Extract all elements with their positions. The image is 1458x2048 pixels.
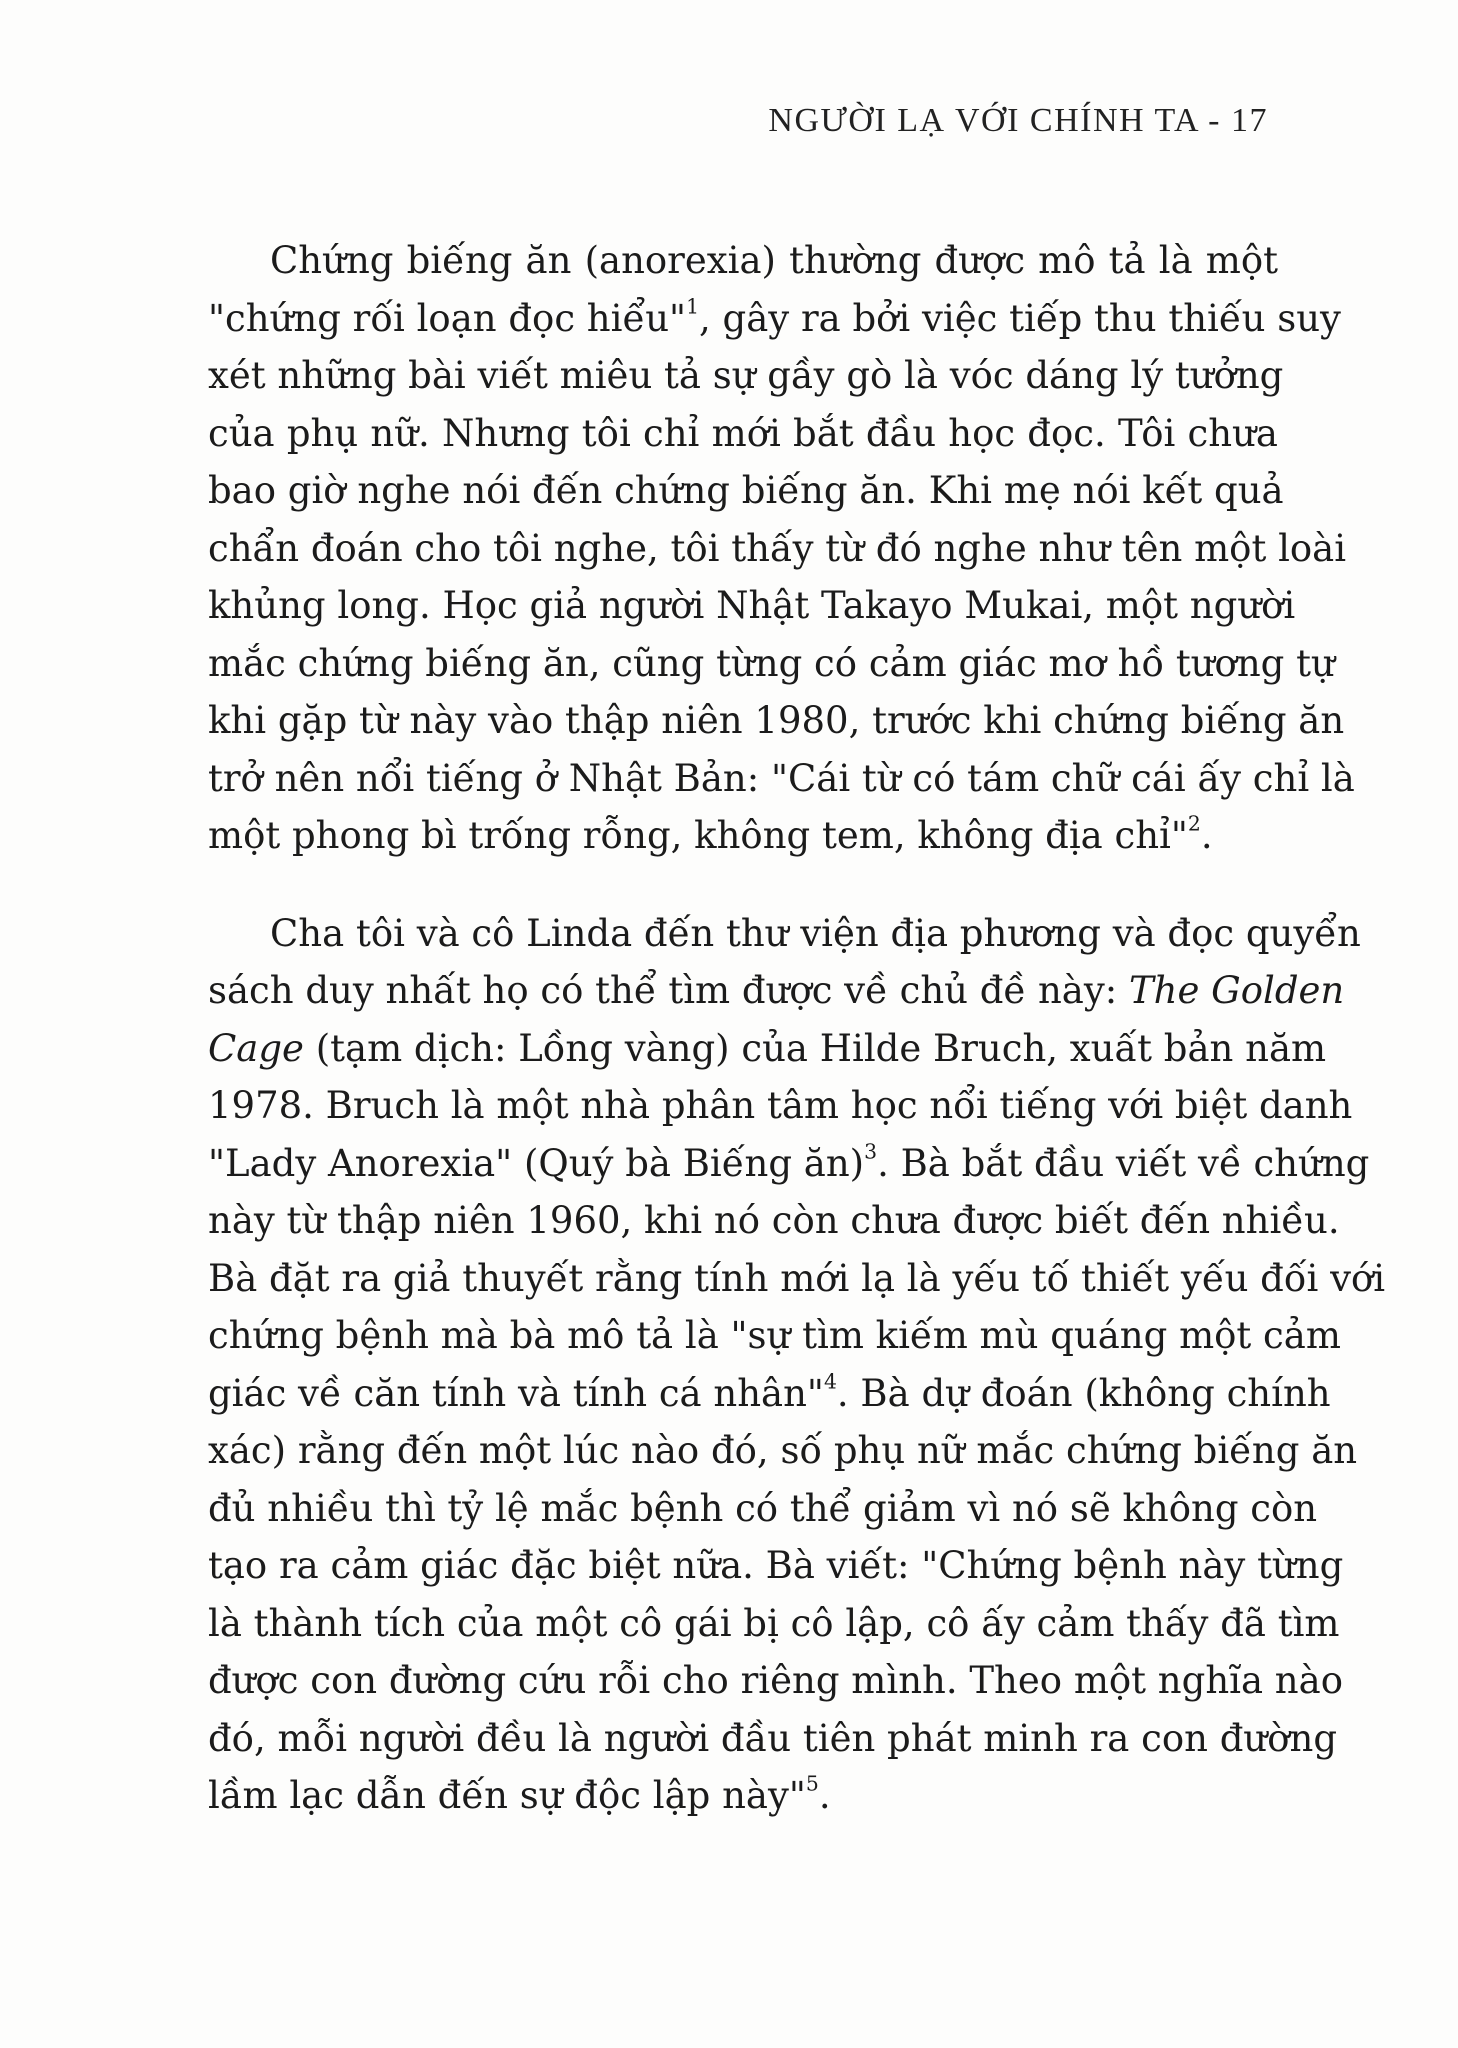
text-line: được con đường cứu rỗi cho riêng mình. Theo một nghĩa nào (208, 1659, 1343, 1702)
text-line: xác) rằng đến một lúc nào đó, số phụ nữ mắc chứng biếng ăn (208, 1429, 1358, 1472)
text-run: "Lady Anorexia" (Quý bà Biếng ăn) (208, 1141, 865, 1185)
text-run: một phong bì trống rỗng, không tem, không địa chỉ" (208, 814, 1188, 857)
text-line: này từ thập niên 1960, khi nó còn chưa được biết đến nhiều. (208, 1199, 1340, 1242)
footnote-ref-1: 1 (686, 294, 700, 319)
text-line (208, 1365, 1331, 1423)
book-title-italic: Cage (208, 1026, 304, 1070)
body-text (208, 232, 1386, 1825)
footnote-ref-5: 5 (805, 1771, 819, 1796)
quote-text: "chứng rối loạn đọc hiểu" (208, 296, 687, 340)
text-run: . Bà dự đoán (không chính (836, 1371, 1331, 1415)
text-line: đó, mỗi người đều là người đầu tiên phát minh ra con đường (208, 1716, 1338, 1760)
text-line (208, 962, 1345, 1020)
text-line: khủng long. Học giả người Nhật Takayo Mukai, một người (208, 584, 1296, 627)
text-line: mắc chứng biếng ăn, cũng từng có cảm giác mơ hồ tương tự (208, 641, 1335, 685)
paragraph-1 (208, 232, 1355, 865)
text-line: xét những bài viết miêu tả sự gầy gò là vóc dáng lý tưởng (208, 354, 1284, 397)
text-line: đủ nhiều thì tỷ lệ mắc bệnh có thể giảm vì nó sẽ không còn (208, 1486, 1318, 1530)
text-line: khi gặp từ này vào thập niên 1980, trước khi chứng biếng ăn (208, 699, 1345, 742)
text-line (208, 1767, 1278, 1825)
footnote-ref-2: 2 (1187, 811, 1201, 836)
text-line: bao giờ nghe nói đến chứng biếng ăn. Khi mẹ nói kết quả (208, 469, 1284, 512)
footnote-ref-4: 4 (823, 1369, 837, 1394)
text-line: tạo ra cảm giác đặc biệt nữa. Bà viết: "Chứng bệnh này từng (208, 1544, 1344, 1587)
text-run: . Bà bắt đầu viết về chứng (877, 1141, 1370, 1185)
running-header: NGƯỜI LẠ VỚI CHÍNH TA - 17 (768, 102, 1268, 139)
text-line (208, 290, 1341, 348)
footnote-ref-3: 3 (864, 1139, 878, 1164)
text-line: chứng bệnh mà bà mô tả là "sự tìm kiếm mù quáng một cảm (208, 1314, 1341, 1357)
text-run: sách duy nhất họ có thể tìm được về chủ đề này: (208, 969, 1129, 1012)
book-title-italic: The Golden (1128, 969, 1345, 1012)
text-run: lầm lạc dẫn đến sự độc lập này" (208, 1774, 806, 1817)
text-run: , gây ra bởi việc tiếp thu thiếu suy (699, 296, 1341, 340)
text-line: Bà đặt ra giả thuyết rằng tính mới lạ là yếu tố thiết yếu đối với (208, 1256, 1386, 1300)
text-line: trở nên nổi tiếng ở Nhật Bản: "Cái từ có tám chữ cái ấy chỉ là (208, 756, 1355, 800)
paragraph-gap (208, 865, 1278, 905)
text-run: . (1200, 814, 1213, 857)
text-line: của phụ nữ. Nhưng tôi chỉ mới bắt đầu học đọc. Tôi chưa (208, 411, 1278, 455)
text-line: Cha tôi và cô Linda đến thư viện địa phương và đọc quyển (270, 911, 1361, 955)
text-line: Chứng biếng ăn (anorexia) thường được mô tả là một (270, 239, 1278, 282)
text-run: (tạm dịch: Lồng vàng) của Hilde Bruch, xuất bản năm (303, 1026, 1327, 1070)
text-line: 1978. Bruch là một nhà phân tâm học nổi tiếng với biệt danh (208, 1084, 1353, 1127)
text-line (208, 807, 1278, 865)
text-line: là thành tích của một cô gái bị cô lập, cô ấy cảm thấy đã tìm (208, 1601, 1340, 1645)
paragraph-2 (208, 905, 1386, 1825)
text-line (208, 1135, 1370, 1193)
text-line (208, 1020, 1327, 1078)
text-run: giác về căn tính và tính cá nhân" (208, 1371, 824, 1415)
text-line: chẩn đoán cho tôi nghe, tôi thấy từ đó nghe như tên một loài (208, 526, 1347, 570)
text-run: . (818, 1774, 831, 1817)
